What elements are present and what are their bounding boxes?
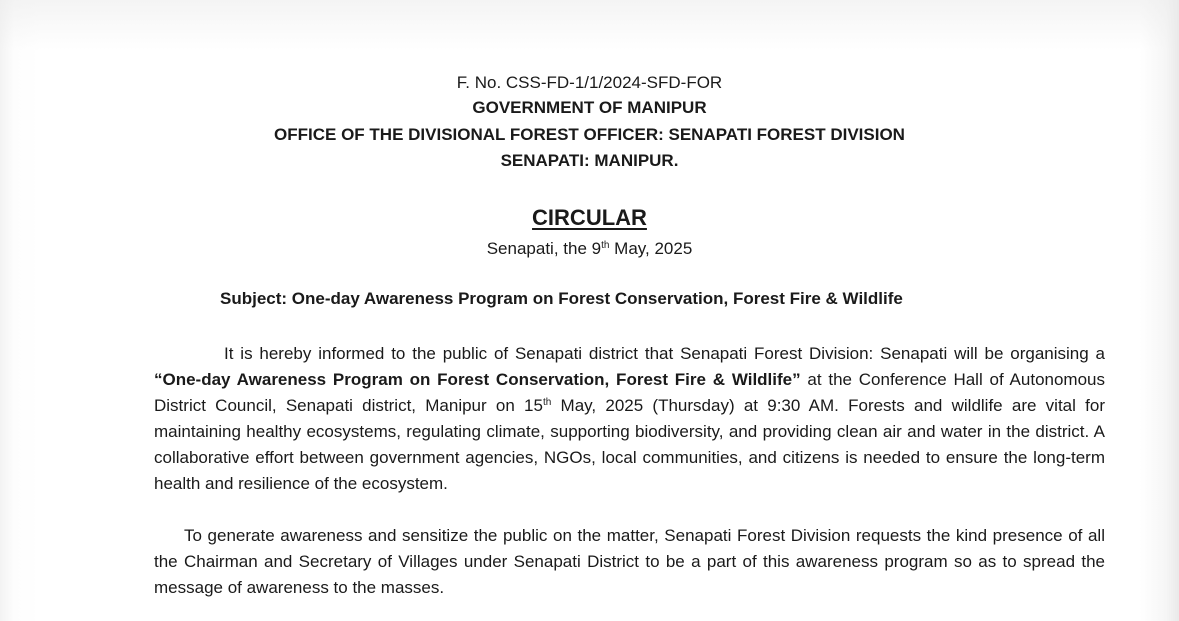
para1-text-b: at the Conference Hall of Autonomous District Council, Senapati district, Manipur on 15 [154, 370, 1105, 415]
scan-shadow [0, 0, 1179, 50]
office-heading: OFFICE OF THE DIVISIONAL FOREST OFFICER: SENAPATI FOREST DIVISION [274, 125, 905, 144]
circular-title: CIRCULAR [532, 205, 647, 230]
para1-superscript: th [542, 397, 552, 408]
body-paragraph-2: To generate awareness and sensitize the public on the matter, Senapati Forest Division requests the kind presence of all the Chairman and Secretary of Villages under Senapati District to be a part of this awareness program so as to spread the message of awareness to the masses. [154, 526, 1105, 597]
para1-text-c: May, 2025 (Thursday) at 9:30 AM. Forests and wildlife are vital for maintaining healthy ecosystems, regulating climate, supporting biodiversity, and providing clean air and water in the district. A collaborative effort between government agencies, NGOs, local communities, and citizens is needed to ensure the long-term health and resilience of the ecosystem. [154, 396, 1105, 493]
date-suffix: May, 2025 [609, 239, 693, 258]
location-heading: SENAPATI: MANIPUR. [500, 151, 679, 170]
subject-line: Subject: One-day Awareness Program on Forest Conservation, Forest Fire & Wildlife [220, 289, 903, 308]
circular-date [0, 238, 1179, 260]
file-number: F. No. CSS-FD-1/1/2024-SFD-FOR [456, 73, 723, 92]
program-title: “One-day Awareness Program on Forest Conservation, Forest Fire & Wildlife” [154, 370, 801, 389]
date-prefix: Senapati, the 9 [486, 239, 602, 258]
body-paragraph-1 [154, 341, 1105, 497]
date-superscript: th [601, 240, 610, 251]
government-heading: GOVERNMENT OF MANIPUR [472, 98, 707, 117]
para1-text-a: It is hereby informed to the public of Senapati district that Senapati Forest Division: Senapati will be organising a [224, 344, 1105, 363]
circular-title-wrap [0, 204, 1179, 234]
